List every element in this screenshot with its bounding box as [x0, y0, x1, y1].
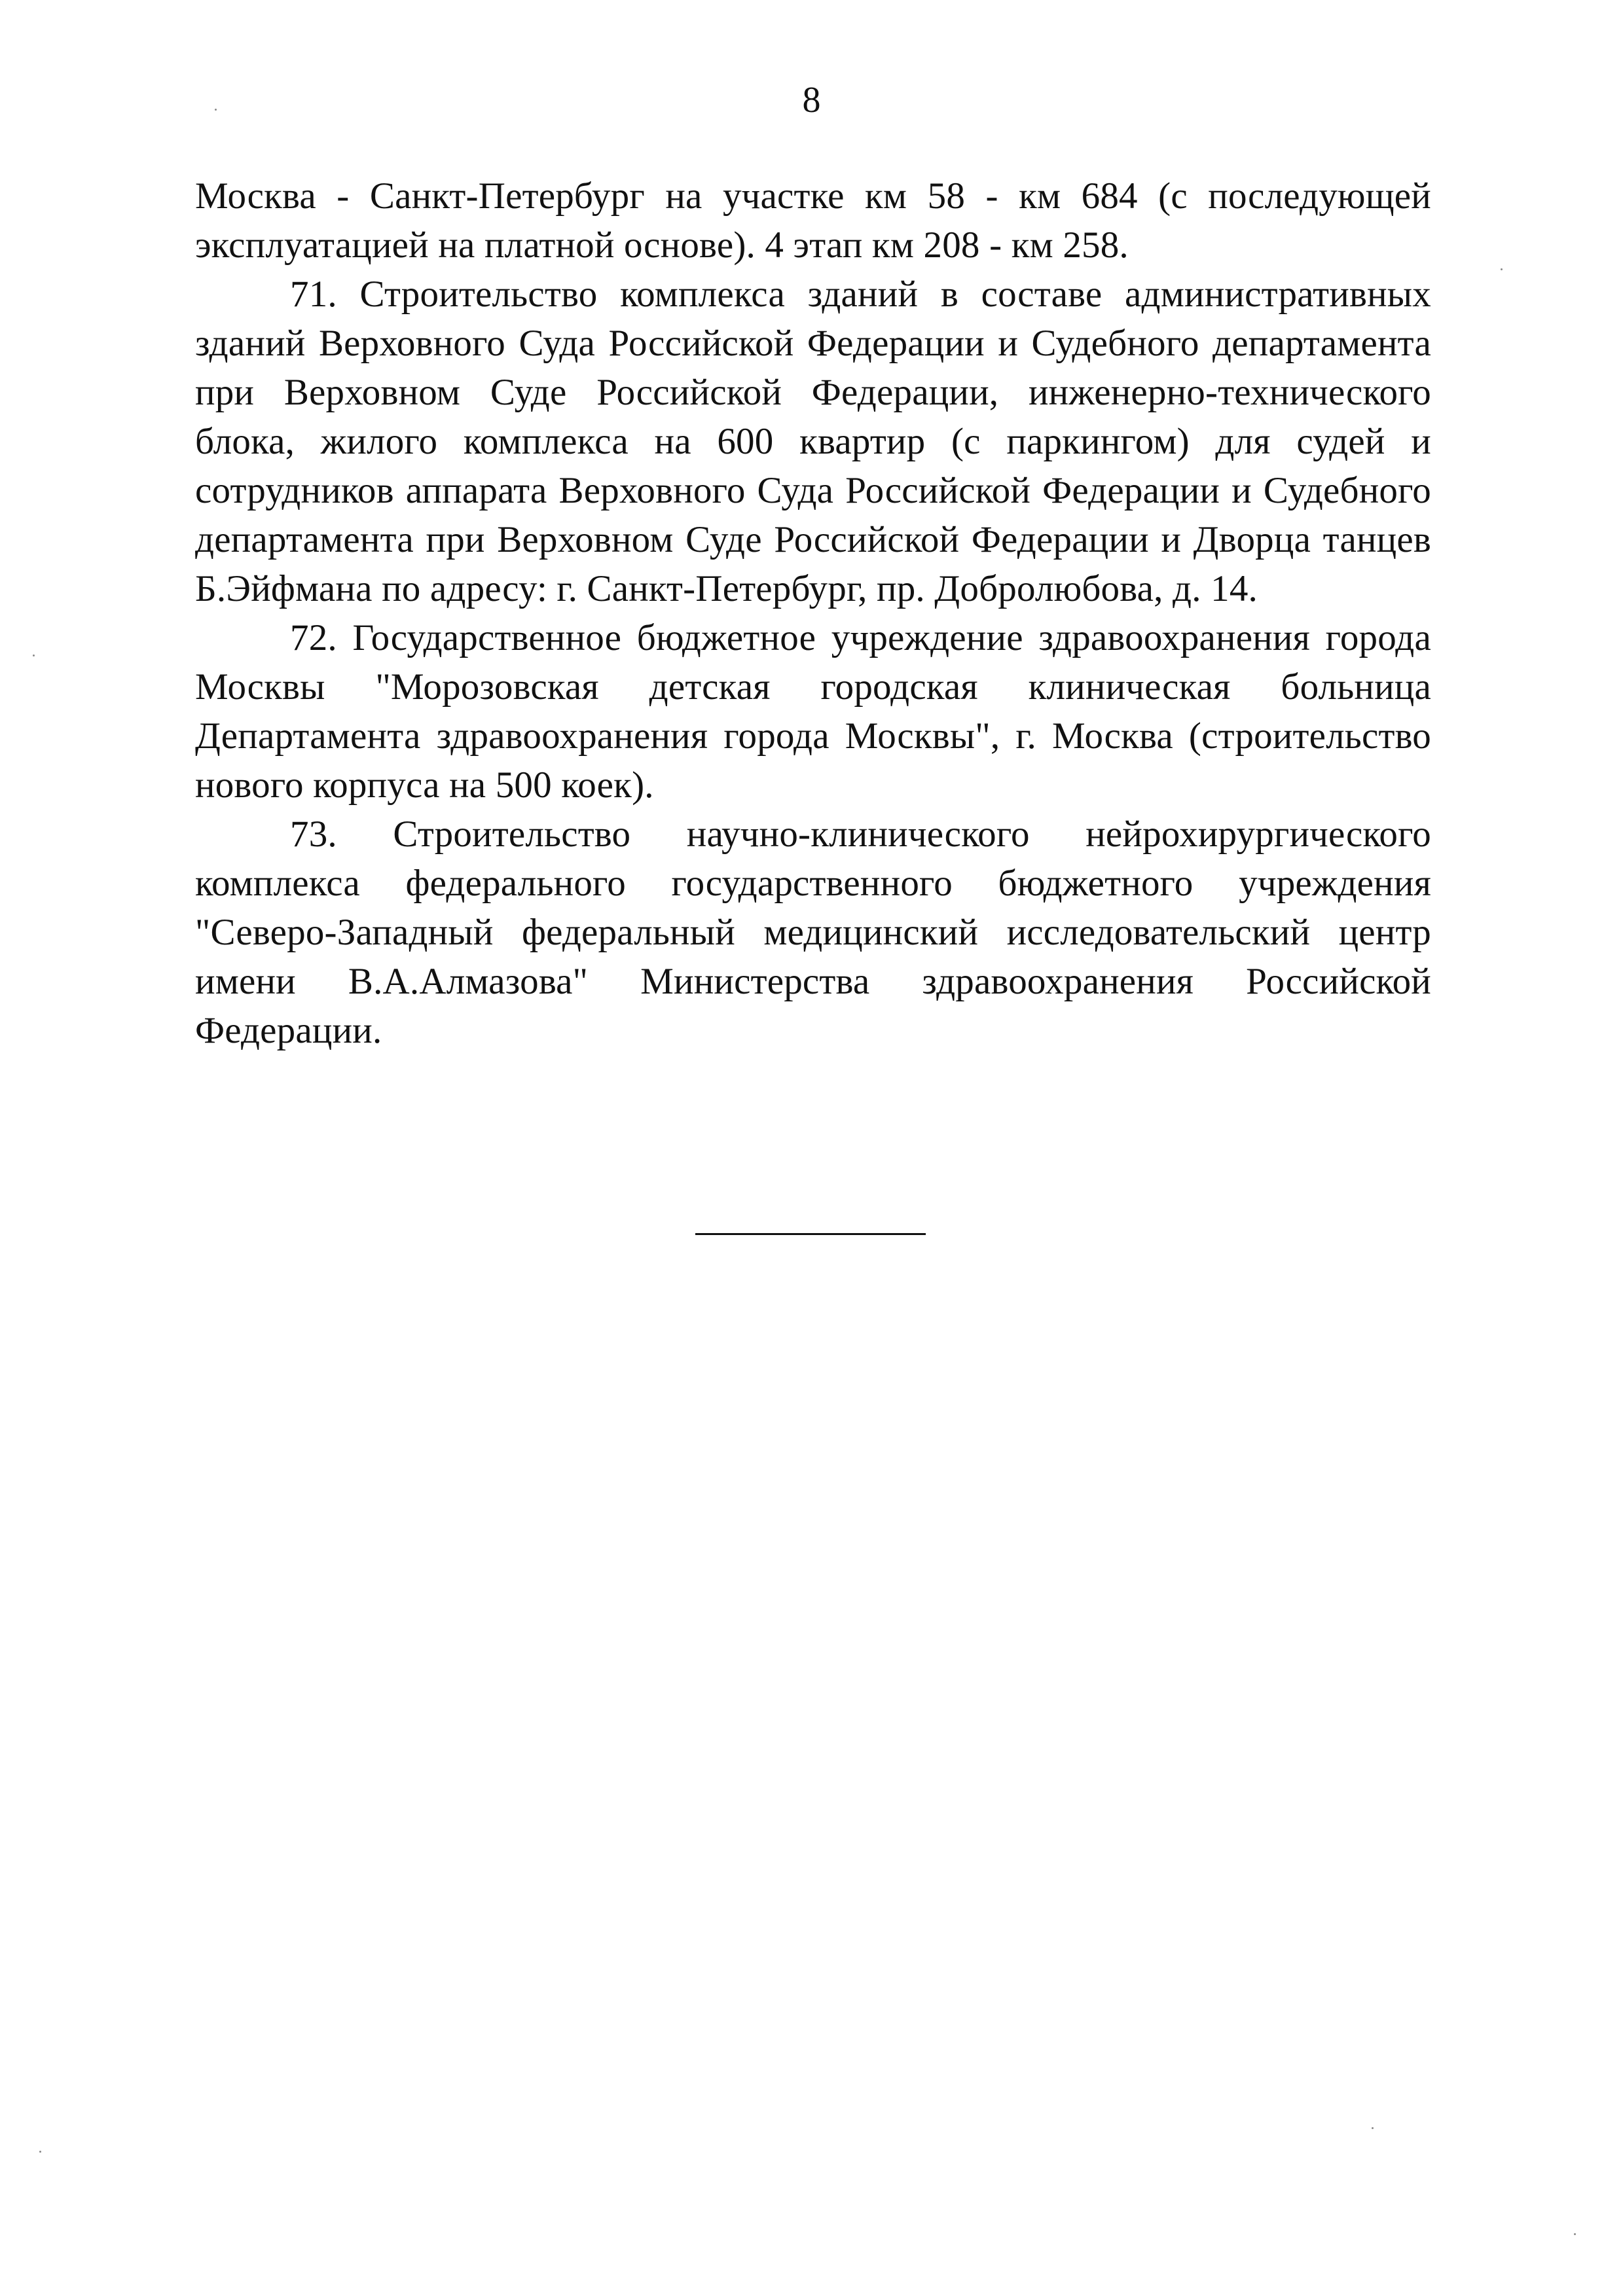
paragraph-continuation: Москва - Санкт-Петербург на участке км 58 - км 684 (с последующей эксплуатацией на платной основе). 4 этап км 208 - км 258.: [195, 175, 1431, 266]
paragraph-item-73: 73. Строительство научно-клинического нейрохирургического комплекса федерального государственного бюджетного учреждения "Северо-Западный федеральный медицинский исследовательский центр имени В.А.Алмазова" Министерства здравоохранения Российской Федерации.: [195, 814, 1431, 1051]
scan-speck: [1501, 268, 1503, 270]
page-number: 8: [802, 80, 821, 120]
scan-speck: [1574, 2233, 1576, 2235]
scan-speck: [1372, 2127, 1374, 2129]
scan-speck: [39, 2151, 41, 2153]
document-body: [195, 171, 1431, 1055]
end-divider-line: [695, 1233, 926, 1235]
paragraph-item-72: 72. Государственное бюджетное учреждение здравоохранения города Москвы "Морозовская детская городская клиническая больница Департамента здравоохранения города Москвы", г. Москва (строительство нового корпуса на 500 коек).: [195, 617, 1431, 806]
paragraph-item-71: 71. Строительство комплекса зданий в составе административных зданий Верховного Суда Российской Федерации и Судебного департамента при Верховном Суде Российской Федерации, инженерно-технического блока, жилого комплекса на 600 квартир (с паркингом) для судей и сотрудников аппарата Верховного Суда Российской Федерации и Судебного департамента при Верховном Суде Российской Федерации и Дворца танцев Б.Эйфмана по адресу: г. Санкт-Петербург, пр. Добролюбова, д. 14.: [195, 274, 1431, 609]
scan-speck: [33, 655, 35, 656]
scan-speck: [215, 109, 217, 111]
